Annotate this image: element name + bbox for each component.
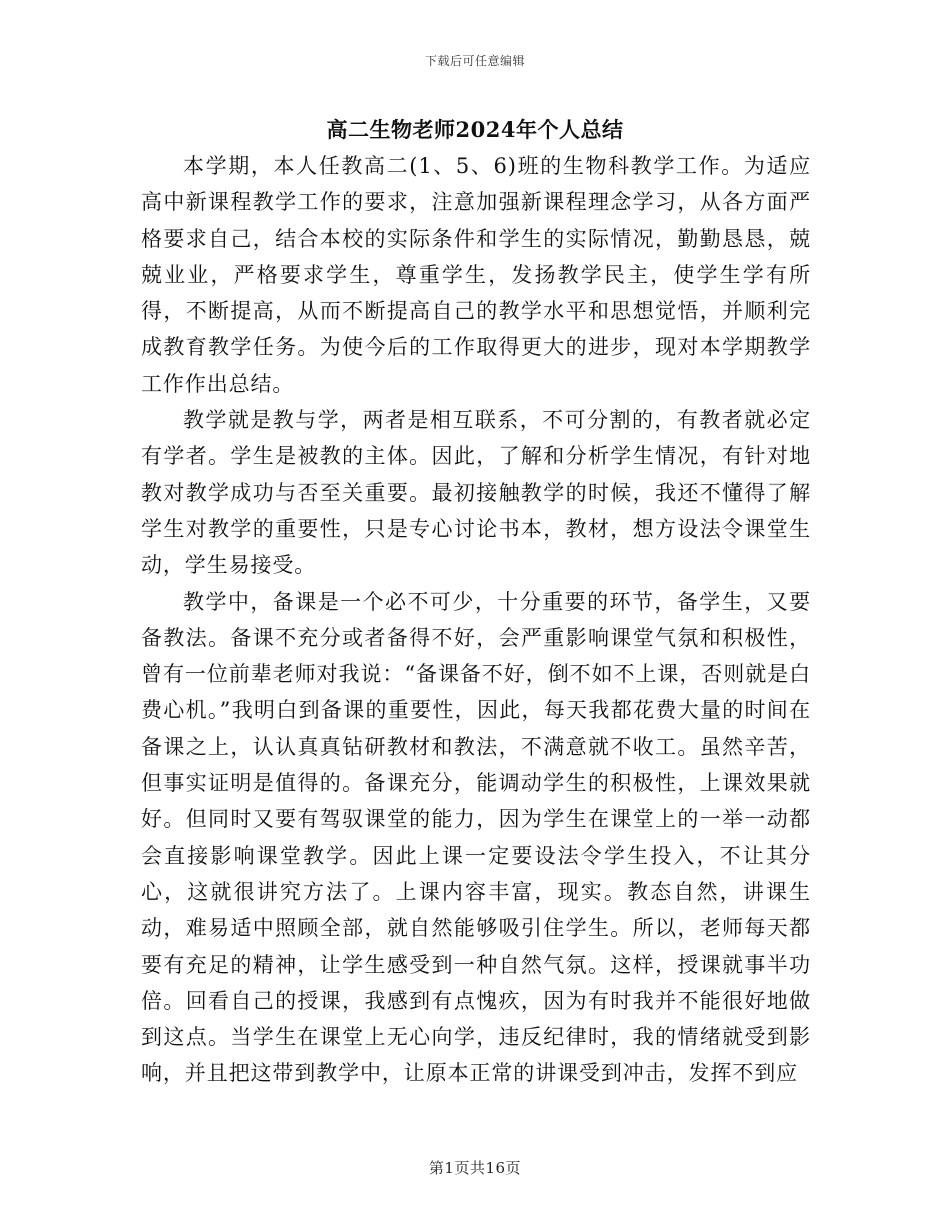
- paragraph: 本学期，本人任教高二(1、5、6)班的生物科教学工作。为适应高中新课程教学工作的要求，注意加强新课程理念学习，从各方面严格要求自己，结合本校的实际条件和学生的实际情况，勤勤恳恳，兢兢业业，严格要求学生，尊重学生，发扬教学民主，使学生学有所得，不断提高，从而不断提高自己的教学水平和思想觉悟，并顺利完成教育教学任务。为使今后的工作取得更大的进步，现对本学期教学工作作出总结。: [141, 154, 811, 396]
- page-footer: 第1页共16页: [428, 1159, 522, 1177]
- paragraph: 教学中，备课是一个必不可少，十分重要的环节，备学生，又要备教法。备课不充分或者备得不好，会严重影响课堂气氛和积极性，曾有一位前辈老师对我说：“备课备不好，倒不如不上课，否则就是白费心机。”我明白到备课的重要性，因此，每天我都花费大量的时间在备课之上，认认真真钻研教材和教法，不满意就不收工。虽然辛苦，但事实证明是值得的。备课充分，能调动学生的积极性，上课效果就好。但同时又要有驾驭课堂的能力，因为学生在课堂上的一举一动都会直接影响课堂教学。因此上课一定要设法令学生投入，不让其分心，这就很讲究方法了。上课内容丰富，现实。教态自然，讲课生动，难易适中照顾全部，就自然能够吸引住学生。所以，老师每天都要有充足的精神，让学生感受到一种自然气氛。这样，授课就事半功倍。回看自己的授课，我感到有点愧疚，因为有时我并不能很好地做到这点。当学生在课堂上无心向学，违反纪律时，我的情绪就受到影响，并且把这带到教学中，让原本正常的讲课受到冲击，发挥不到应: [141, 589, 811, 1086]
- paragraph: 教学就是教与学，两者是相互联系，不可分割的，有教者就必定有学者。学生是被教的主体。因此，了解和分析学生情况，有针对地教对教学成功与否至关重要。最初接触教学的时候，我还不懂得了解学生对教学的重要性，只是专心讨论书本，教材，想方设法令课堂生动，学生易接受。: [141, 408, 811, 578]
- document-title: 高二生物老师2024年个人总结: [326, 117, 624, 142]
- page-header-note: 下载后可任意编辑: [424, 54, 525, 68]
- document-body: [141, 148, 811, 1092]
